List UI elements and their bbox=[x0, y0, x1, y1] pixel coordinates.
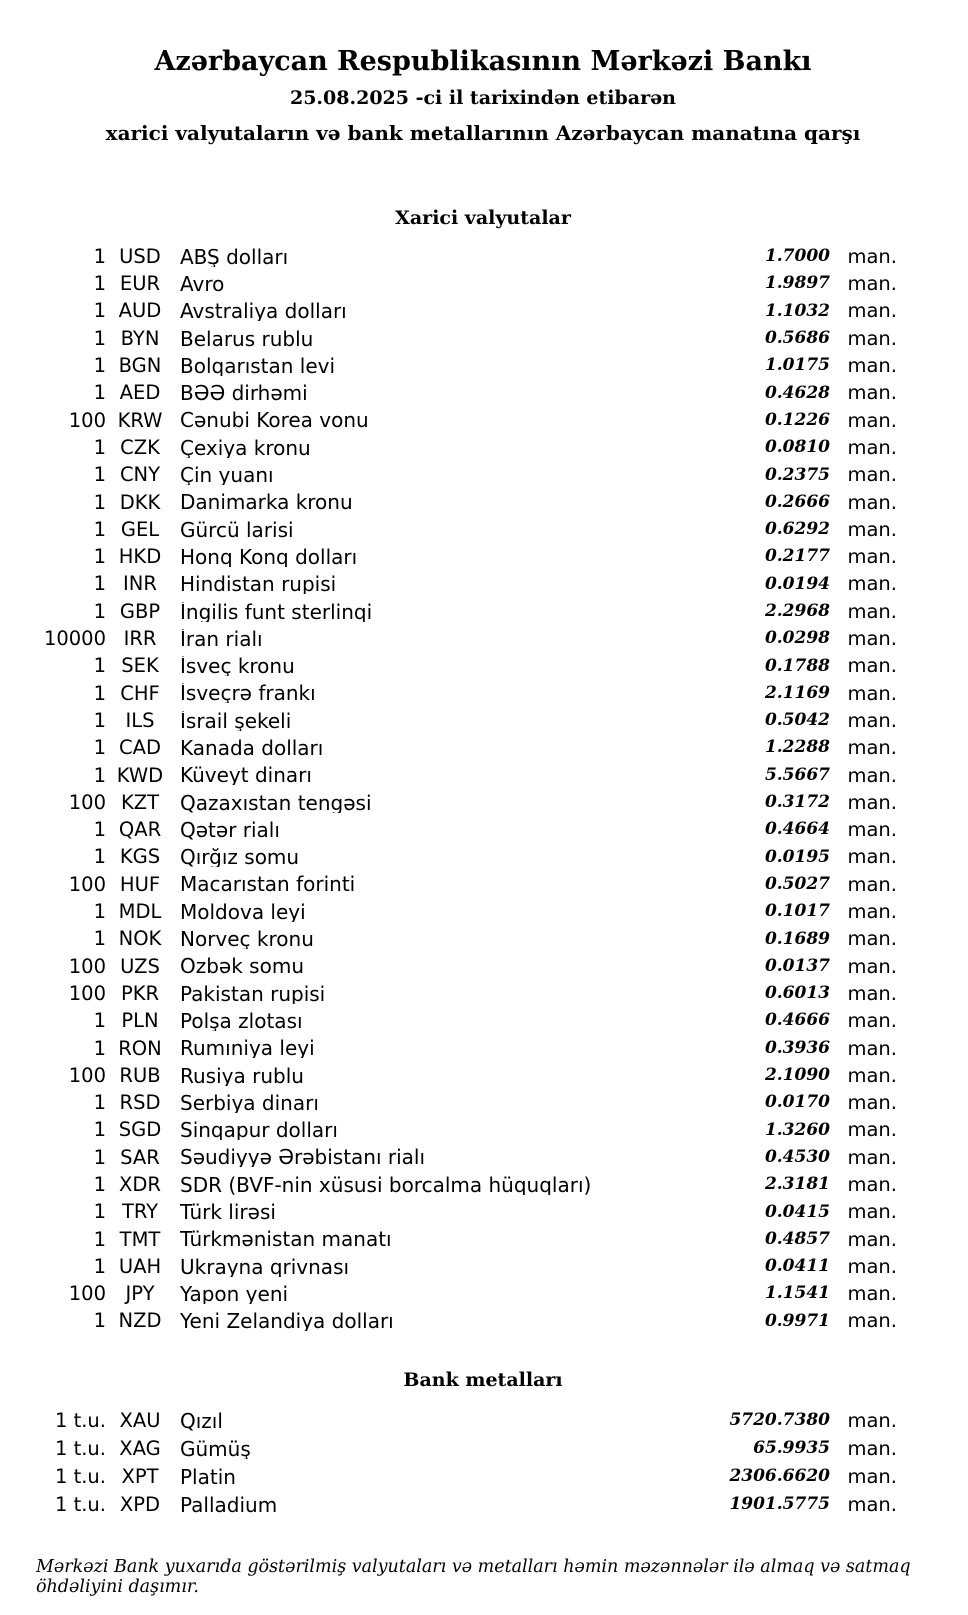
rate-value: 0.2666 bbox=[764, 491, 830, 512]
rate-unit: man. bbox=[847, 326, 897, 350]
rate-unit: man. bbox=[847, 572, 897, 596]
currency-name: Yapon yeni bbox=[180, 1283, 289, 1304]
rate-unit: man. bbox=[847, 872, 897, 896]
rate-unit: man. bbox=[847, 736, 897, 760]
currency-name: Sinqapur dolları bbox=[180, 1120, 338, 1141]
quantity-value: 100 bbox=[68, 790, 106, 814]
rate-row bbox=[36, 816, 897, 843]
quantity-value: 1 bbox=[93, 1227, 106, 1251]
quantity-value: 1 bbox=[93, 654, 106, 678]
rate-value: 0.2375 bbox=[764, 464, 830, 485]
quantity-value: 100 bbox=[68, 954, 106, 978]
currency-code: CAD bbox=[119, 736, 161, 760]
rate-value: 0.9971 bbox=[764, 1310, 830, 1331]
quantity-value: 1 bbox=[93, 272, 106, 296]
currency-name: BƏƏ dirhəmi bbox=[180, 383, 308, 404]
currency-name: Küveyt dinarı bbox=[180, 765, 312, 786]
currency-code: CNY bbox=[119, 463, 161, 487]
currency-code: BYN bbox=[120, 326, 160, 350]
quantity-value: 1 bbox=[93, 1309, 106, 1333]
currency-code: CHF bbox=[120, 681, 160, 705]
quantity-value: 1 bbox=[93, 517, 106, 541]
rate-row bbox=[36, 925, 897, 952]
rate-unit: man. bbox=[847, 900, 897, 924]
quantity-value: 100 bbox=[68, 872, 106, 896]
quantity-value: 1 bbox=[93, 1254, 106, 1278]
quantity-value: 1 bbox=[93, 435, 106, 459]
rate-value: 65.9935 bbox=[753, 1438, 830, 1459]
rate-unit: man. bbox=[847, 1036, 897, 1060]
currency-name: Türkmənistan manatı bbox=[180, 1229, 392, 1250]
rate-value: 5.5667 bbox=[764, 764, 830, 785]
currency-code: KRW bbox=[117, 408, 163, 432]
rate-unit: man. bbox=[847, 599, 897, 623]
currency-name: Çexiya kronu bbox=[180, 437, 311, 458]
quantity-value: 10000 bbox=[43, 627, 106, 651]
quantity-value: 1 bbox=[93, 326, 106, 350]
rate-row bbox=[36, 680, 897, 707]
quantity-value: 1 bbox=[93, 845, 106, 869]
currency-name: Palladium bbox=[180, 1494, 278, 1515]
currency-name: Ukrayna qrivnası bbox=[180, 1256, 350, 1277]
rate-unit: man. bbox=[847, 272, 897, 296]
rate-unit: man. bbox=[847, 627, 897, 651]
currency-name: Avro bbox=[180, 273, 225, 294]
rate-row bbox=[36, 1435, 897, 1463]
metals-heading: Bank metalları bbox=[403, 1368, 563, 1391]
rate-row bbox=[36, 598, 897, 625]
currency-name: SDR (BVF-nin xüsusi borcalma hüquqları) bbox=[180, 1174, 592, 1195]
rate-unit: man. bbox=[847, 1282, 897, 1306]
currency-code: GBP bbox=[119, 599, 161, 623]
currency-name: Qətər rialı bbox=[180, 819, 280, 840]
currencies-heading: Xarici valyutalar bbox=[395, 207, 571, 229]
currency-name: Cənubi Korea vonu bbox=[180, 410, 369, 431]
rate-value: 0.4628 bbox=[764, 382, 830, 403]
rate-value: 2.3181 bbox=[764, 1174, 830, 1195]
quantity-value: 100 bbox=[68, 408, 106, 432]
rate-value: 0.1689 bbox=[764, 928, 830, 949]
quantity-value: 1 bbox=[93, 572, 106, 596]
quantity-value: 1 bbox=[93, 900, 106, 924]
quantity-value: 1 t.u. bbox=[54, 1493, 106, 1517]
rate-row bbox=[36, 434, 897, 461]
rate-value: 0.1788 bbox=[764, 655, 830, 676]
currency-code: AUD bbox=[118, 299, 162, 323]
quantity-value: 1 bbox=[93, 463, 106, 487]
rate-row bbox=[36, 1253, 897, 1280]
rate-unit: man. bbox=[847, 1063, 897, 1087]
rate-row bbox=[36, 1007, 897, 1034]
currency-name: İsrail şekeli bbox=[180, 710, 292, 731]
rate-value: 0.2177 bbox=[764, 546, 830, 567]
rate-unit: man. bbox=[847, 1465, 897, 1489]
currency-name: Gümüş bbox=[180, 1438, 251, 1459]
rate-unit: man. bbox=[847, 1254, 897, 1278]
quantity-value: 1 bbox=[93, 818, 106, 842]
rate-unit: man. bbox=[847, 708, 897, 732]
currency-code: UAH bbox=[118, 1254, 162, 1278]
rate-row bbox=[36, 1491, 897, 1519]
currency-name: Qızıl bbox=[180, 1410, 223, 1431]
rate-unit: man. bbox=[847, 1009, 897, 1033]
rate-value: 0.4664 bbox=[764, 819, 830, 840]
quantity-value: 1 t.u. bbox=[54, 1437, 106, 1461]
rate-value: 0.3936 bbox=[764, 1037, 830, 1058]
currency-name: İngilis funt sterlinqi bbox=[180, 601, 373, 622]
rate-row bbox=[36, 1308, 897, 1335]
quantity-value: 1 bbox=[93, 599, 106, 623]
currency-code: HKD bbox=[118, 545, 162, 569]
currency-name: Hindistan rupisi bbox=[180, 574, 337, 595]
rate-value: 0.0298 bbox=[764, 628, 830, 649]
rate-value: 0.5686 bbox=[764, 328, 830, 349]
rate-value: 1.0175 bbox=[764, 355, 830, 376]
currency-code: MDL bbox=[118, 900, 162, 924]
rate-unit: man. bbox=[847, 545, 897, 569]
rate-row bbox=[36, 571, 897, 598]
currency-code: TMT bbox=[119, 1227, 161, 1251]
currency-name: Norveç kronu bbox=[180, 929, 314, 950]
rate-value: 0.6292 bbox=[764, 519, 830, 540]
currency-code: XAU bbox=[119, 1409, 161, 1433]
rate-row bbox=[36, 543, 897, 570]
rate-row bbox=[36, 379, 897, 406]
currencies-table bbox=[36, 243, 930, 1335]
rate-unit: man. bbox=[847, 1091, 897, 1115]
currency-name: Rumıniya leyi bbox=[180, 1038, 315, 1059]
rate-value: 0.0194 bbox=[764, 573, 830, 594]
currency-code: EUR bbox=[119, 272, 161, 296]
currency-code: JPY bbox=[125, 1282, 155, 1306]
quantity-value: 1 bbox=[93, 1200, 106, 1224]
rate-unit: man. bbox=[847, 1118, 897, 1142]
currency-code: NOK bbox=[118, 927, 162, 951]
currency-name: Platin bbox=[180, 1466, 236, 1487]
rate-value: 0.1226 bbox=[764, 409, 830, 430]
rate-unit: man. bbox=[847, 517, 897, 541]
rate-value: 5720.7380 bbox=[729, 1410, 830, 1431]
disclaimer-text: Mərkəzi Bank yuxarıda göstərilmiş valyutaları və metalları həmin məzənnələr ilə almaq və satmaq öhdəliyini daşımır. bbox=[36, 1556, 911, 1597]
rate-value: 1.7000 bbox=[764, 246, 830, 267]
currency-code: RSD bbox=[119, 1091, 161, 1115]
metals-section bbox=[36, 1369, 930, 1519]
currency-name: Kanada dolları bbox=[180, 737, 324, 758]
rate-unit: man. bbox=[847, 1172, 897, 1196]
quantity-value: 1 bbox=[93, 354, 106, 378]
currency-name: Belarus rublu bbox=[180, 328, 314, 349]
quantity-value: 1 bbox=[93, 545, 106, 569]
quantity-value: 1 bbox=[93, 708, 106, 732]
currency-code: BGN bbox=[118, 354, 162, 378]
currency-name: İsveç kronu bbox=[180, 656, 295, 677]
quantity-value: 1 bbox=[93, 1145, 106, 1169]
rate-unit: man. bbox=[847, 381, 897, 405]
currency-code: KGS bbox=[119, 845, 161, 869]
currency-code: CZK bbox=[120, 435, 160, 459]
rate-row bbox=[36, 1407, 897, 1435]
currency-code: SEK bbox=[121, 654, 159, 678]
rate-unit: man. bbox=[847, 763, 897, 787]
rate-row bbox=[36, 298, 897, 325]
quantity-value: 1 bbox=[93, 490, 106, 514]
rate-unit: man. bbox=[847, 299, 897, 323]
rate-unit: man. bbox=[847, 435, 897, 459]
rate-row bbox=[36, 707, 897, 734]
rate-value: 1.1541 bbox=[764, 1283, 830, 1304]
rate-row bbox=[36, 243, 897, 270]
quantity-value: 100 bbox=[68, 981, 106, 1005]
rate-value: 1.1032 bbox=[764, 300, 830, 321]
currency-code: AED bbox=[119, 381, 161, 405]
quantity-value: 1 bbox=[93, 1009, 106, 1033]
rate-row bbox=[36, 1463, 897, 1491]
rate-value: 1.2288 bbox=[764, 737, 830, 758]
rate-unit: man. bbox=[847, 790, 897, 814]
currency-name: Qazaxıstan tengəsi bbox=[180, 792, 372, 813]
quantity-value: 1 t.u. bbox=[54, 1465, 106, 1489]
rate-row bbox=[36, 325, 897, 352]
currency-code: GEL bbox=[120, 517, 160, 541]
rate-row bbox=[36, 489, 897, 516]
rate-value: 0.0137 bbox=[764, 955, 830, 976]
currency-name: İsveçrə frankı bbox=[180, 683, 316, 704]
currency-code: SAR bbox=[120, 1145, 160, 1169]
rate-value: 0.0195 bbox=[764, 846, 830, 867]
currency-name: Danimarka kronu bbox=[180, 492, 353, 513]
rate-value: 0.4857 bbox=[764, 1228, 830, 1249]
rate-value: 1.3260 bbox=[764, 1119, 830, 1140]
quantity-value: 1 bbox=[93, 681, 106, 705]
quantity-value: 1 bbox=[93, 381, 106, 405]
currency-code: XDR bbox=[119, 1172, 161, 1196]
rate-row bbox=[36, 789, 897, 816]
currency-code: KWD bbox=[116, 763, 164, 787]
rate-unit: man. bbox=[847, 490, 897, 514]
rate-row bbox=[36, 1226, 897, 1253]
rate-value: 1901.5775 bbox=[729, 1494, 830, 1515]
rate-value: 0.5042 bbox=[764, 710, 830, 731]
currency-code: QAR bbox=[118, 818, 162, 842]
currency-name: Səudiyyə Ərəbistanı rialı bbox=[180, 1147, 426, 1168]
rate-unit: man. bbox=[847, 654, 897, 678]
currency-name: Bolqarıstan levi bbox=[180, 355, 336, 376]
rate-row bbox=[36, 1117, 897, 1144]
rate-value: 0.4666 bbox=[764, 1010, 830, 1031]
quantity-value: 1 bbox=[93, 763, 106, 787]
rate-unit: man. bbox=[847, 954, 897, 978]
rate-row bbox=[36, 844, 897, 871]
currency-code: IRR bbox=[123, 627, 157, 651]
rate-value: 0.0415 bbox=[764, 1201, 830, 1222]
rate-row bbox=[36, 898, 897, 925]
metals-table bbox=[36, 1407, 930, 1519]
rate-unit: man. bbox=[847, 1493, 897, 1517]
rate-value: 0.0810 bbox=[764, 437, 830, 458]
currency-code: TRY bbox=[121, 1200, 159, 1224]
quantity-value: 1 bbox=[93, 244, 106, 268]
currency-code: DKK bbox=[119, 490, 161, 514]
rate-unit: man. bbox=[847, 463, 897, 487]
currency-code: XAG bbox=[119, 1437, 161, 1461]
quantity-value: 1 bbox=[93, 927, 106, 951]
rate-value: 1.9897 bbox=[764, 273, 830, 294]
currency-code: NZD bbox=[118, 1309, 162, 1333]
currency-name: Yeni Zelandiya dolları bbox=[180, 1311, 394, 1332]
rate-row bbox=[36, 1062, 897, 1089]
rate-value: 2.2968 bbox=[764, 601, 830, 621]
rate-row bbox=[36, 980, 897, 1007]
currency-name: Moldova leyi bbox=[180, 901, 306, 922]
currency-name: Qırğız somu bbox=[180, 847, 300, 868]
rate-row bbox=[36, 1280, 897, 1307]
rate-value: 0.5027 bbox=[764, 873, 830, 894]
currency-code: XPT bbox=[121, 1465, 159, 1489]
rate-row bbox=[36, 516, 897, 543]
currency-name: ABŞ dolları bbox=[180, 246, 289, 267]
quantity-value: 1 bbox=[93, 1118, 106, 1142]
quantity-value: 1 bbox=[93, 736, 106, 760]
currency-name: Pakistan rupisi bbox=[180, 983, 326, 1004]
rate-row bbox=[36, 1089, 897, 1116]
currency-code: RON bbox=[118, 1036, 162, 1060]
quantity-value: 1 bbox=[93, 1091, 106, 1115]
quantity-value: 1 bbox=[93, 299, 106, 323]
quantity-value: 100 bbox=[68, 1282, 106, 1306]
rate-unit: man. bbox=[847, 845, 897, 869]
currency-name: Çin yuanı bbox=[180, 465, 274, 486]
rate-value: 2306.6620 bbox=[729, 1466, 830, 1487]
currency-name: Serbiya dinarı bbox=[180, 1092, 319, 1113]
rate-unit: man. bbox=[847, 981, 897, 1005]
currency-name: Avstraliya dolları bbox=[180, 301, 347, 322]
rate-unit: man. bbox=[847, 818, 897, 842]
rate-unit: man. bbox=[847, 1227, 897, 1251]
rate-row bbox=[36, 1144, 897, 1171]
rate-unit: man. bbox=[847, 1309, 897, 1333]
quantity-value: 100 bbox=[68, 1063, 106, 1087]
rate-unit: man. bbox=[847, 244, 897, 268]
quantity-value: 1 t.u. bbox=[54, 1409, 106, 1433]
currency-code: USD bbox=[119, 244, 161, 268]
rate-value: 0.6013 bbox=[764, 983, 830, 1004]
rate-row bbox=[36, 625, 897, 652]
page-title: Azərbaycan Respublikasının Mərkəzi Bankı bbox=[154, 46, 812, 77]
rate-unit: man. bbox=[847, 681, 897, 705]
currency-name: İran rialı bbox=[180, 628, 263, 649]
rate-unit: man. bbox=[847, 1145, 897, 1169]
rate-unit: man. bbox=[847, 927, 897, 951]
currencies-section bbox=[36, 207, 930, 1335]
currency-code: HUF bbox=[119, 872, 161, 896]
rate-row bbox=[36, 953, 897, 980]
rate-row bbox=[36, 871, 897, 898]
rate-row bbox=[36, 1171, 897, 1198]
rate-value: 2.1090 bbox=[764, 1065, 830, 1086]
rate-row bbox=[36, 461, 897, 488]
currency-name: Gürcü larisi bbox=[180, 519, 294, 540]
quantity-value: 1 bbox=[93, 1036, 106, 1060]
rate-row bbox=[36, 734, 897, 761]
rate-row bbox=[36, 1198, 897, 1225]
rate-unit: man. bbox=[847, 354, 897, 378]
effective-date-line: 25.08.2025 -ci il tarixindən etibarən bbox=[289, 87, 676, 109]
quantity-value: 1 bbox=[93, 1172, 106, 1196]
rate-unit: man. bbox=[847, 408, 897, 432]
rate-value: 0.3172 bbox=[764, 792, 830, 813]
currency-name: Rusiya rublu bbox=[180, 1065, 304, 1086]
currency-code: PLN bbox=[121, 1009, 159, 1033]
rate-row bbox=[36, 352, 897, 379]
rate-unit: man. bbox=[847, 1409, 897, 1433]
rate-value: 0.1017 bbox=[764, 901, 830, 922]
rate-row bbox=[36, 652, 897, 679]
currency-code: SGD bbox=[118, 1118, 162, 1142]
page-subtitle: xarici valyutaların və bank metallarının Azərbaycan manatına qarşı bbox=[105, 121, 861, 145]
rate-row bbox=[36, 1035, 897, 1062]
currency-name: Polşa zlotası bbox=[180, 1010, 303, 1031]
rate-row bbox=[36, 270, 897, 297]
currency-code: PKR bbox=[120, 981, 160, 1005]
rate-row bbox=[36, 407, 897, 434]
currency-code: XPD bbox=[119, 1493, 161, 1517]
currency-code: INR bbox=[123, 572, 157, 596]
currency-name: Macarıstan forinti bbox=[180, 874, 356, 895]
rate-value: 0.0411 bbox=[764, 1256, 830, 1277]
rate-value: 0.4530 bbox=[764, 1146, 830, 1167]
currency-code: KZT bbox=[120, 790, 160, 814]
currency-name: Honq Konq dolları bbox=[180, 546, 358, 567]
currency-code: UZS bbox=[120, 954, 160, 978]
currency-code: ILS bbox=[125, 708, 155, 732]
rate-value: 0.0170 bbox=[764, 1092, 830, 1113]
rate-unit: man. bbox=[847, 1437, 897, 1461]
rate-row bbox=[36, 762, 897, 789]
currency-name: Türk lirəsi bbox=[180, 1202, 276, 1223]
rate-value: 2.1169 bbox=[764, 682, 830, 703]
rate-unit: man. bbox=[847, 1200, 897, 1224]
currency-name: Özbək somu bbox=[180, 956, 304, 977]
currency-code: RUB bbox=[119, 1063, 161, 1087]
